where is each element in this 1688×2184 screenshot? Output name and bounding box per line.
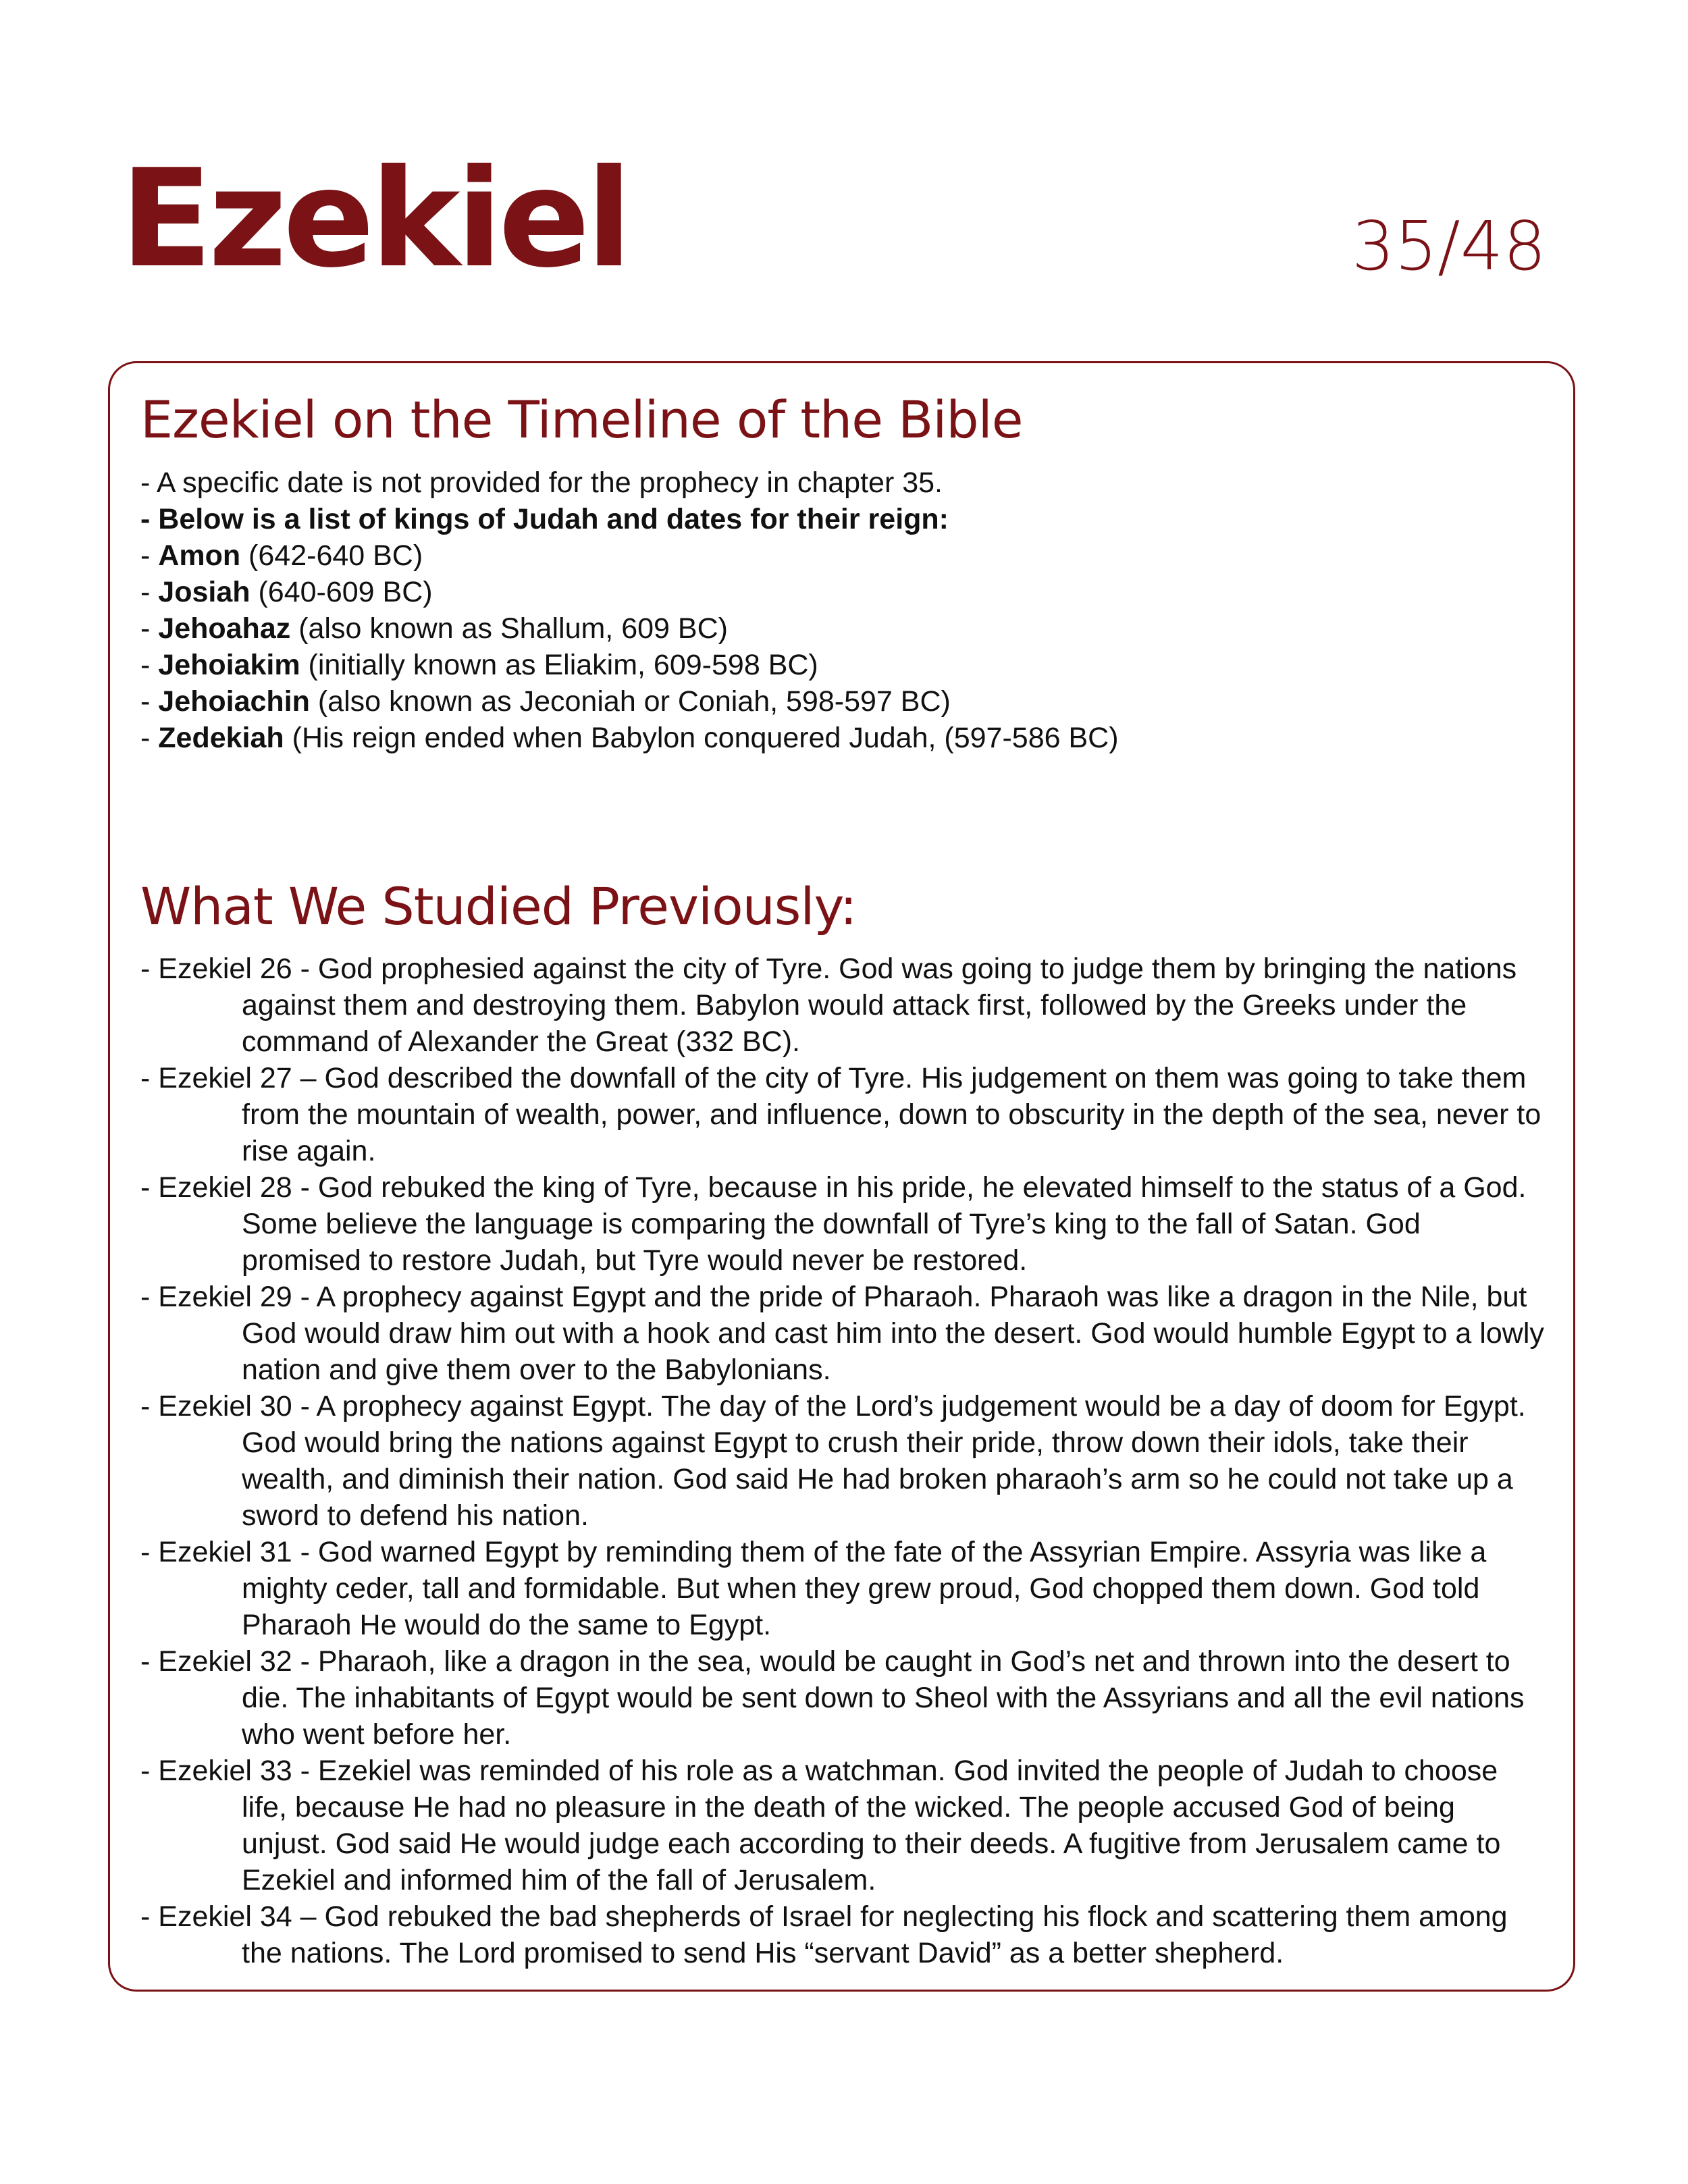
king-name: Jehoahaz: [158, 612, 291, 645]
chapter-counter: 35/48: [1351, 207, 1546, 286]
king-prefix: -: [140, 649, 159, 681]
king-entry-amon: [140, 537, 1119, 574]
king-name: Josiah: [158, 576, 250, 608]
previous-chapter-item-31: - Ezekiel 31 - God warned Egypt by reminding them of the fate of the Assyrian Empire. Assyria was like a mighty ceder, tall and formidable. But when they grew proud, God chopped them down. God told Pharaoh He would do the same to Egypt.: [140, 1536, 1487, 1641]
king-detail: (also known as Jeconiah or Coniah, 598-597 BC): [309, 685, 951, 718]
book-title: Ezekiel: [120, 140, 629, 298]
king-prefix: -: [140, 539, 159, 572]
previous-chapter-item-28: - Ezekiel 28 - God rebuked the king of Tyre, because in his pride, he elevated himself to the status of a God. Some believe the language is comparing the downfall of Tyre’s king to the fall of Satan. God promised to restore Judah, but Tyre would never be restored.: [140, 1171, 1527, 1277]
content-box: [108, 361, 1575, 1992]
king-prefix: -: [140, 612, 159, 645]
king-detail: (initially known as Eliakim, 609-598 BC): [300, 649, 818, 681]
timeline-section-body: [140, 464, 1119, 756]
king-detail: (642-640 BC): [240, 539, 423, 572]
king-detail: (also known as Shallum, 609 BC): [290, 612, 728, 645]
king-entry-zedekiah: [140, 720, 1119, 756]
previous-chapter-item-30: - Ezekiel 30 - A prophecy against Egypt. The day of the Lord’s judgement would be a day of doom for Egypt. God would bring the nations against Egypt to crush their pride, throw down their idols, take their wealth, and diminish their nation. God said He had broken pharaoh’s arm so he could not take up a sword to defend his nation.: [140, 1390, 1526, 1532]
kings-list-heading: [140, 501, 1119, 537]
king-name: Jehoiachin: [158, 685, 310, 718]
timeline-intro: - A specific date is not provided for the prophecy in chapter 35.: [140, 467, 943, 499]
previous-chapter-item-33: - Ezekiel 33 - Ezekiel was reminded of his role as a watchman. God invited the people of Judah to choose life, because He had no pleasure in the death of the wicked. The people accused God of being unjust. God said He would judge each according to their deeds. A fugitive from Jerusalem came to Ezekiel and informed him of the fall of Jerusalem.: [140, 1755, 1501, 1896]
king-name: Amon: [158, 539, 241, 572]
king-name: Jehoiakim: [158, 649, 300, 681]
king-prefix: -: [140, 722, 159, 754]
king-entry-jehoiakim: [140, 647, 1119, 683]
king-name: Zedekiah: [158, 722, 284, 754]
king-entry-jehoahaz: [140, 610, 1119, 647]
previous-chapters-list: [140, 951, 1545, 1971]
previous-section-title: What We Studied Previously:: [140, 876, 857, 936]
king-entry-jehoiachin: [140, 683, 1119, 720]
previous-chapter-item-34: - Ezekiel 34 – God rebuked the bad shepherds of Israel for neglecting his flock and scattering them among the nations. The Lord promised to send His “servant David” as a better shepherd.: [140, 1900, 1508, 1969]
kings-list-heading-text: - Below is a list of kings of Judah and dates for their reign:: [140, 503, 949, 535]
king-entry-josiah: [140, 574, 1119, 610]
king-detail: (His reign ended when Babylon conquered Judah, (597-586 BC): [284, 722, 1119, 754]
previous-chapter-item-29: - Ezekiel 29 - A prophecy against Egypt and the pride of Pharaoh. Pharaoh was like a dragon in the Nile, but God would draw him out with a hook and cast him into the desert. God would humble Egypt to a lowly nation and give them over to the Babylonians.: [140, 1281, 1544, 1386]
king-prefix: -: [140, 685, 159, 718]
king-prefix: -: [140, 576, 159, 608]
king-detail: (640-609 BC): [250, 576, 433, 608]
timeline-section-title: Ezekiel on the Timeline of the Bible: [140, 390, 1023, 450]
previous-chapter-item-27: - Ezekiel 27 – God described the downfall of the city of Tyre. His judgement on them was going to take them from the mountain of wealth, power, and influence, down to obscurity in the depth of the sea, never to rise again.: [140, 1062, 1541, 1167]
previous-chapter-item-26: - Ezekiel 26 - God prophesied against the city of Tyre. God was going to judge them by bringing the nations against them and destroying them. Babylon would attack first, followed by the Greeks under the command of Alexander the Great (332 BC).: [140, 953, 1517, 1058]
previous-chapter-item-32: - Ezekiel 32 - Pharaoh, like a dragon in the sea, would be caught in God’s net and thrown into the desert to die. The inhabitants of Egypt would be sent down to Sheol with the Assyrians and all the evil nations who went before her.: [140, 1645, 1525, 1751]
